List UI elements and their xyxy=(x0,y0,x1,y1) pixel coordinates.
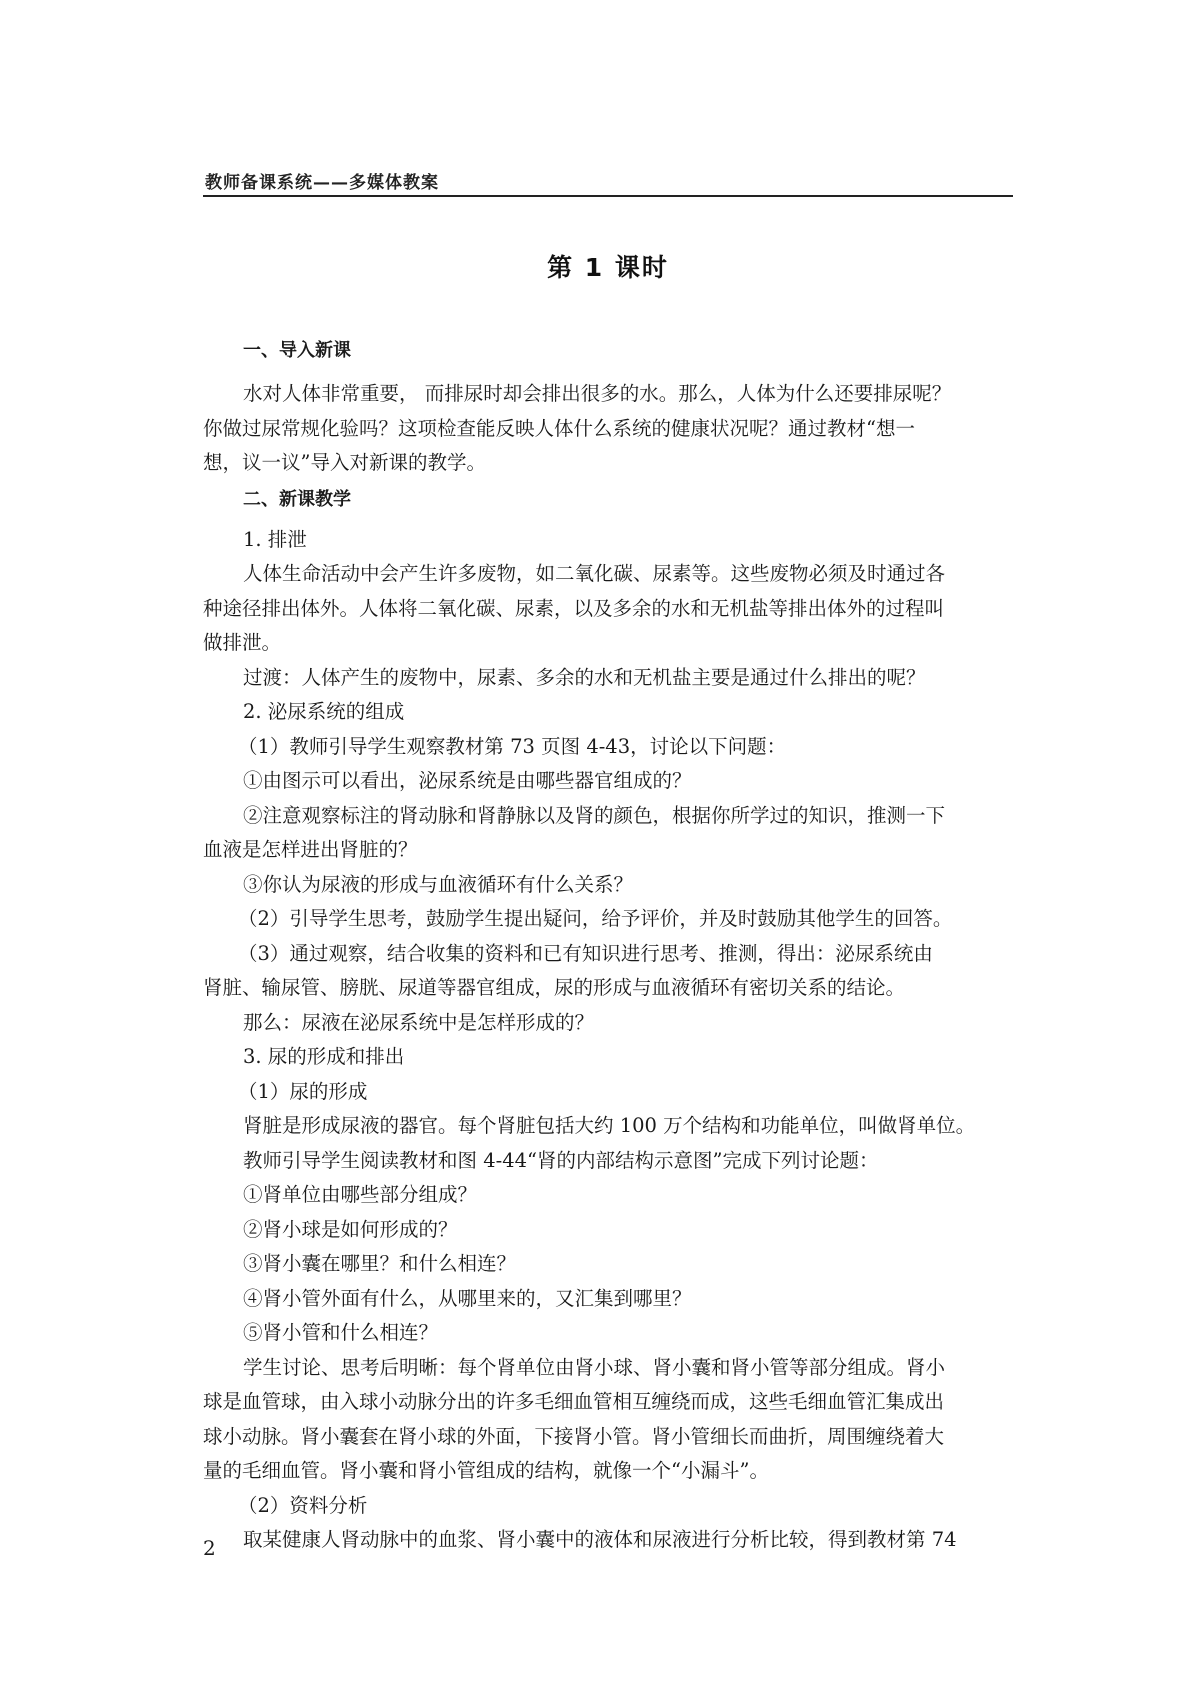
text-line: 想，议一议”导入对新课的教学。 xyxy=(203,451,486,474)
lesson-title: 第 1 课时 xyxy=(547,253,669,282)
text-line: 人体生命活动中会产生许多废物，如二氧化碳、尿素等。这些废物必须及时通过各 xyxy=(243,562,946,585)
text-line: （1）教师引导学生观察教材第 73 页图 4-43，讨论以下问题： xyxy=(238,734,787,758)
text-line: ②肾小球是如何形成的？ xyxy=(243,1217,458,1241)
text-line: 水对人体非常重要， 而排尿时却会排出很多的水。那么，人体为什么还要排尿呢？ xyxy=(243,382,952,405)
text-line: 那么：尿液在泌尿系统中是怎样形成的？ xyxy=(243,1010,595,1034)
section-heading: 二、新课教学 xyxy=(243,488,351,510)
text-line: 血液是怎样进出肾脏的？ xyxy=(203,838,418,861)
text-line: 2. 泌尿系统的组成 xyxy=(243,700,405,723)
text-line: ①肾单位由哪些部分组成？ xyxy=(243,1183,478,1206)
text-line: 学生讨论、思考后明晰：每个肾单位由肾小球、肾小囊和肾小管等部分组成。肾小 xyxy=(243,1355,946,1379)
text-line: 取某健康人肾动脉中的血浆、肾小囊中的液体和尿液进行分析比较，得到教材第 74 xyxy=(243,1528,957,1551)
page-number: 2 xyxy=(203,1536,216,1560)
text-line: ①由图示可以看出，泌尿系统是由哪些器官组成的？ xyxy=(243,769,692,792)
text-line: 3. 尿的形成和排出 xyxy=(243,1045,405,1068)
header-rule xyxy=(203,195,1013,197)
text-line: ④肾小管外面有什么，从哪里来的，又汇集到哪里？ xyxy=(243,1286,692,1310)
text-line: 过渡：人体产生的废物中，尿素、多余的水和无机盐主要是通过什么排出的呢？ xyxy=(243,665,926,689)
text-line: 教师引导学生阅读教材和图 4-44“肾的内部结构示意图”完成下列讨论题： xyxy=(243,1148,879,1172)
text-line: 1. 排泄 xyxy=(243,527,307,551)
text-line: 做排泄。 xyxy=(203,631,282,654)
text-line: 量的毛细血管。肾小囊和肾小管组成的结构，就像一个“小漏斗”。 xyxy=(203,1459,769,1482)
text-line: （2）引导学生思考，鼓励学生提出疑问，给予评价，并及时鼓励其他学生的回答。 xyxy=(238,907,953,930)
text-line: （3）通过观察，结合收集的资料和已有知识进行思考、推测，得出：泌尿系统由 xyxy=(238,941,933,965)
text-line: 种途径排出体外。人体将二氧化碳、尿素，以及多余的水和无机盐等排出体外的过程叫 xyxy=(203,596,945,620)
text-line: ⑤肾小管和什么相连？ xyxy=(243,1321,439,1344)
text-line: 肾脏、输尿管、膀胱、尿道等器官组成，尿的形成与血液循环有密切关系的结论。 xyxy=(203,976,906,999)
body-text xyxy=(203,336,1013,1558)
text-line: （2）资料分析 xyxy=(238,1493,368,1517)
text-line: 球是血管球，由入球小动脉分出的许多毛细血管相互缠绕而成，这些毛细血管汇集成出 xyxy=(203,1390,945,1413)
text-line: 你做过尿常规化验吗？这项检查能反映人体什么系统的健康状况呢？通过教材“想一 xyxy=(203,416,915,440)
text-line: （1）尿的形成 xyxy=(238,1079,368,1103)
running-header: 教师备课系统——多媒体教案 xyxy=(205,173,439,193)
text-line: ③你认为尿液的形成与血液循环有什么关系？ xyxy=(243,872,634,896)
text-line: 球小动脉。肾小囊套在肾小球的外面，下接肾小管。肾小管细长而曲折，周围缠绕着大 xyxy=(203,1424,945,1448)
text-line: 肾脏是形成尿液的器官。每个肾脏包括大约 100 万个结构和功能单位，叫做肾单位。 xyxy=(243,1114,976,1137)
text-line: ②注意观察标注的肾动脉和肾静脉以及肾的颜色，根据你所学过的知识，推测一下 xyxy=(243,803,946,827)
section-heading: 一、导入新课 xyxy=(243,340,351,361)
text-line: ③肾小囊在哪里？和什么相连？ xyxy=(243,1252,517,1275)
